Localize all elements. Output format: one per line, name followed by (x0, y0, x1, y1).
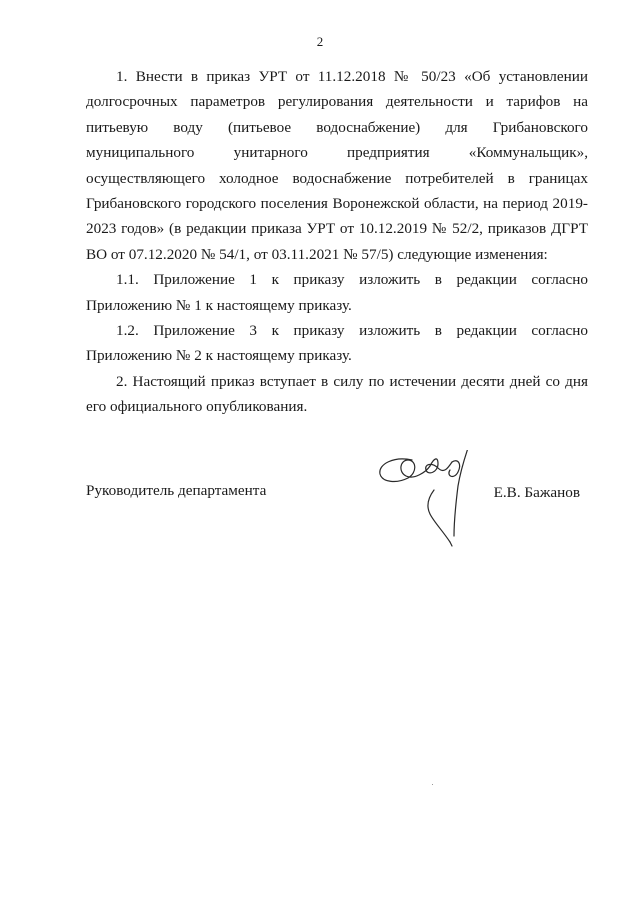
paragraph-2: 2. Настоящий приказ вступает в силу по истечении десяти дней со дня его официального опубликования. (86, 372, 588, 416)
signature-block (86, 478, 588, 598)
signatory-position: Руководитель департамента (86, 482, 267, 499)
scan-speck (432, 784, 433, 785)
paragraph-1: 1. Внести в приказ УРТ от 11.12.2018 № 50/23 «Об установлении долгосрочных параметров регулирования деятельности и тарифов на питьевую воду (питьевое водоснабжение) для Грибановского муниципального унитарного предприятия «Коммунальщик», осуществляющего холодное водоснабжение потребителей в границах Грибановского городского поселения Воронежской области, на период 2019-2023 годов» (в редакции приказа УРТ от 10.12.2019 № 52/2, приказов ДГРТ ВО от 07.12.2020 № 54/1, от 03.11.2021 № 57/5) следующие изменения: (86, 68, 588, 263)
paragraph-1-2: 1.2. Приложение 3 к приказу изложить в редакции согласно Приложению № 2 к настоящему приказу. (86, 322, 588, 365)
paragraph-1-1: 1.1. Приложение 1 к приказу изложить в редакции согласно Приложению № 1 к настоящему приказу. (86, 271, 588, 314)
page-number: 2 (316, 34, 324, 49)
handwritten-signature (372, 450, 502, 570)
document-body (86, 64, 588, 420)
signatory-name: Е.В. Бажанов (493, 484, 580, 501)
